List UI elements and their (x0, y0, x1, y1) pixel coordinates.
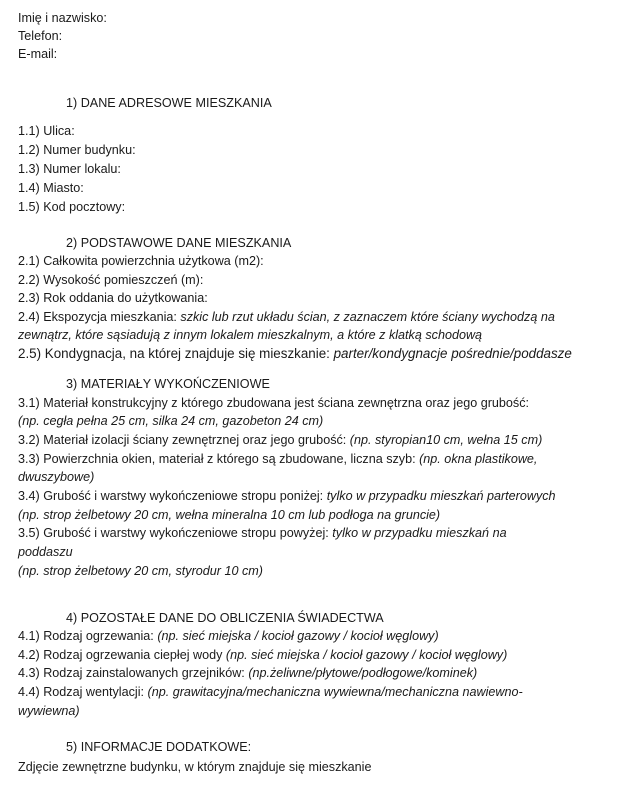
field-hint: parter/kondygnacje pośrednie/poddasze (333, 346, 572, 361)
field: 2.1) Całkowita powierzchnia użytkowa (m2): (18, 254, 264, 268)
field: 1.5) Kod pocztowy: (18, 200, 126, 214)
field-hint: (np.żeliwne/płytowe/podłogowe/kominek) (248, 666, 478, 680)
field: Zdjęcie zewnętrzne budynku, w którym znajduje się mieszkanie (18, 760, 372, 774)
contact-email: E-mail: (18, 47, 58, 61)
field-hint: (np. grawitacyjna/mechaniczna wywiewna/mechaniczna nawiewno- (147, 685, 523, 699)
field-hint: (np. okna plastikowe, (419, 452, 538, 466)
field-hint: wywiewna) (18, 704, 80, 718)
field-hint-cont (18, 562, 263, 580)
field (18, 431, 542, 449)
field-hint-cont (18, 326, 482, 344)
section-1-heading: 1) DANE ADRESOWE MIESZKANIA (66, 96, 272, 110)
field (18, 487, 556, 505)
field-hint-cont (18, 543, 73, 561)
contact-phone: Telefon: (18, 29, 63, 43)
section-3-heading: 3) MATERIAŁY WYKOŃCZENIOWE (66, 377, 270, 391)
field: 1.1) Ulica: (18, 124, 75, 138)
field-label: 4.4) Rodzaj wentylacji: (18, 685, 148, 699)
field-hint-cont (18, 468, 94, 486)
field-label: 4.2) Rodzaj ogrzewania ciepłej wody (18, 648, 226, 662)
field (18, 524, 507, 542)
section-4-heading: 4) POZOSTAŁE DANE DO OBLICZENIA ŚWIADECTWA (66, 611, 384, 625)
contact-name: Imię i nazwisko: (18, 11, 107, 25)
field (18, 345, 572, 363)
field (18, 664, 477, 682)
field-label: 4.3) Rodzaj zainstalowanych grzejników: (18, 666, 249, 680)
field (18, 450, 537, 468)
field-hint: (np. strop żelbetowy 20 cm, styrodur 10 cm) (18, 564, 263, 578)
field: 1.2) Numer budynku: (18, 143, 136, 157)
field-label: 3.3) Powierzchnia okien, materiał z którego są zbudowane, liczna szyb: (18, 452, 420, 466)
field-hint: poddaszu (18, 545, 73, 559)
field-hint: (np. styropian10 cm, wełna 15 cm) (349, 433, 543, 447)
field-hint: dwuszybowe) (18, 470, 95, 484)
section-5-heading: 5) INFORMACJE DODATKOWE: (66, 740, 252, 754)
field: 2.2) Wysokość pomieszczeń (m): (18, 273, 204, 287)
field-hint-cont (18, 702, 80, 720)
field-hint: zewnątrz, które sąsiadują z innym lokalem mieszkalnym, a które z klatką schodową (18, 328, 483, 342)
field-hint: (np. strop żelbetowy 20 cm, wełna mineralna 10 cm lub podłoga na gruncie) (18, 508, 441, 522)
field-label: 3.5) Grubość i warstwy wykończeniowe stropu powyżej: (18, 526, 333, 540)
field-hint: (np. sieć miejska / kocioł gazowy / kocioł węglowy) (225, 648, 508, 662)
field: 1.4) Miasto: (18, 181, 84, 195)
field-label: 4.1) Rodzaj ogrzewania: (18, 629, 158, 643)
field: 3.1) Materiał konstrukcyjny z którego zbudowana jest ściana zewnętrzna oraz jego grubość: (18, 396, 530, 410)
field-label: 2.4) Ekspozycja mieszkania: (18, 310, 181, 324)
field-label: 2.5) Kondygnacja, na której znajduje się mieszkanie: (18, 346, 334, 361)
field-label: 3.2) Materiał izolacji ściany zewnętrznej oraz jego grubość: (18, 433, 350, 447)
field-hint: (np. sieć miejska / kocioł gazowy / kocioł węglowy) (157, 629, 439, 643)
field (18, 627, 439, 645)
field-hint: szkic lub rzut układu ścian, z zaznaczem które ściany wychodzą na (180, 310, 555, 324)
field-hint: tylko w przypadku mieszkań parterowych (326, 489, 556, 503)
field (18, 683, 523, 701)
field (18, 646, 507, 664)
field-hint: tylko w przypadku mieszkań na (332, 526, 507, 540)
field: 2.3) Rok oddania do użytkowania: (18, 291, 208, 305)
field: 1.3) Numer lokalu: (18, 162, 121, 176)
field-label: 3.4) Grubość i warstwy wykończeniowe stropu poniżej: (18, 489, 327, 503)
field-hint: (np. cegła pełna 25 cm, silka 24 cm, gazobeton 24 cm) (18, 414, 324, 428)
field-hint-cont (18, 506, 440, 524)
field (18, 308, 555, 326)
section-2-heading: 2) PODSTAWOWE DANE MIESZKANIA (66, 236, 292, 250)
field-hint-cont (18, 412, 323, 430)
